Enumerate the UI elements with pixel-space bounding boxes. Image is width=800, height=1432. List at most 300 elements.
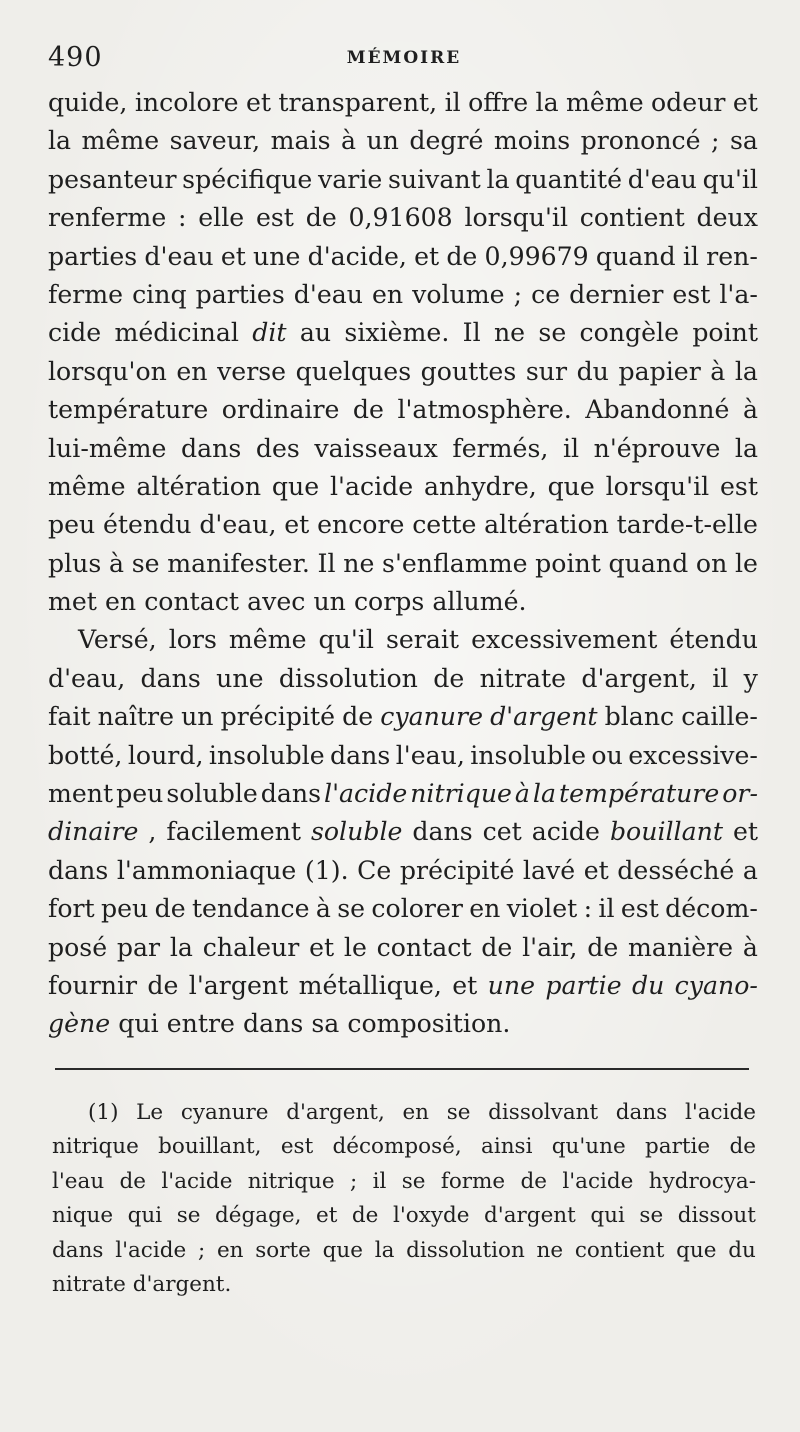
word: dans bbox=[140, 663, 201, 693]
word: en bbox=[371, 279, 404, 309]
running-head bbox=[48, 42, 760, 76]
word: et bbox=[583, 855, 609, 885]
word: naître bbox=[97, 702, 174, 732]
text-line bbox=[48, 84, 758, 122]
word: dissolution bbox=[278, 663, 418, 693]
word: et bbox=[414, 241, 440, 271]
word: d'acide, bbox=[307, 241, 407, 271]
word: à bbox=[340, 126, 356, 156]
text-line bbox=[48, 698, 758, 736]
word: Abandonné bbox=[585, 395, 730, 425]
word: métallique, bbox=[298, 970, 442, 1000]
word: parties bbox=[195, 279, 285, 309]
word: l'air, bbox=[522, 932, 578, 962]
word: dernier bbox=[569, 279, 664, 309]
word: il bbox=[562, 433, 580, 463]
word: ; bbox=[513, 279, 523, 309]
word: se bbox=[538, 318, 567, 348]
footnote-separator bbox=[55, 1068, 749, 1070]
word: et bbox=[220, 241, 246, 271]
word: n'éprouve bbox=[593, 433, 721, 463]
word: volume bbox=[412, 279, 505, 309]
word: est bbox=[672, 279, 711, 309]
word: cette bbox=[412, 510, 477, 540]
word: peu bbox=[116, 779, 164, 809]
word: de bbox=[481, 932, 513, 962]
text-line bbox=[48, 314, 758, 352]
word: et bbox=[452, 970, 478, 1000]
word: un bbox=[366, 126, 399, 156]
word: excessivement bbox=[471, 625, 658, 655]
word: l'ammoniaque bbox=[116, 855, 297, 885]
word: hydrocya- bbox=[648, 1168, 756, 1194]
word: bouillant, bbox=[158, 1134, 262, 1160]
word: forme bbox=[440, 1168, 506, 1194]
word: (1). bbox=[304, 855, 349, 885]
word: ren- bbox=[706, 241, 758, 271]
word: qu'une bbox=[551, 1134, 626, 1160]
word: température bbox=[558, 779, 720, 809]
word: quide, bbox=[48, 88, 128, 117]
word: offre bbox=[468, 88, 529, 117]
word: a bbox=[742, 855, 758, 885]
word: quand bbox=[595, 241, 676, 271]
word: à bbox=[315, 894, 331, 924]
text-line bbox=[48, 506, 758, 544]
word: caille- bbox=[681, 702, 758, 732]
word: décom- bbox=[665, 894, 758, 924]
word: est bbox=[280, 1134, 314, 1160]
word: on bbox=[695, 548, 728, 578]
word: l'acide bbox=[329, 471, 414, 501]
word: fait bbox=[48, 702, 91, 732]
word: deux bbox=[696, 203, 758, 233]
text-line bbox=[48, 238, 758, 276]
word: peu bbox=[48, 510, 96, 540]
word: Il bbox=[317, 548, 336, 578]
word: de bbox=[587, 932, 619, 962]
word: moins bbox=[493, 126, 571, 156]
text-line bbox=[48, 737, 758, 775]
word: et bbox=[732, 88, 758, 117]
word: suivant bbox=[387, 164, 481, 194]
word: en bbox=[104, 587, 137, 617]
word: Versé, bbox=[78, 625, 157, 655]
word: du bbox=[576, 356, 609, 386]
word: ne bbox=[493, 318, 526, 348]
word: point bbox=[535, 548, 601, 578]
word: un bbox=[313, 587, 346, 617]
word: une bbox=[487, 970, 535, 1000]
word: serait bbox=[385, 625, 460, 655]
word: : bbox=[583, 894, 593, 924]
word: soluble bbox=[310, 817, 403, 847]
footnote-line bbox=[52, 1165, 756, 1199]
word: botté, bbox=[48, 740, 123, 770]
word: desséché bbox=[617, 855, 735, 885]
word: quand bbox=[608, 548, 689, 578]
word: à bbox=[742, 395, 758, 425]
paragraph-start-line bbox=[48, 621, 758, 659]
word: ; bbox=[197, 1237, 206, 1263]
word: sa bbox=[311, 1009, 340, 1039]
word: l'eau, bbox=[395, 740, 465, 770]
word: l'atmosphère. bbox=[397, 395, 572, 425]
word: altération bbox=[484, 510, 609, 540]
word: quelques bbox=[295, 356, 412, 386]
word: ne bbox=[343, 548, 375, 578]
word: à bbox=[109, 548, 125, 578]
running-title: MÉMOIRE bbox=[346, 48, 462, 68]
word: de bbox=[342, 702, 374, 732]
word: dans bbox=[48, 855, 109, 885]
word: de bbox=[147, 970, 179, 1000]
word: il bbox=[712, 663, 729, 693]
word: violet bbox=[506, 894, 578, 924]
word: d'argent, bbox=[581, 663, 697, 693]
word: prononcé bbox=[580, 126, 701, 156]
word: le bbox=[734, 548, 758, 578]
word: sur bbox=[525, 356, 568, 386]
word: congèle bbox=[579, 318, 680, 348]
word: dissout bbox=[677, 1203, 756, 1229]
text-line bbox=[48, 775, 758, 813]
word: même bbox=[81, 126, 160, 156]
word: est bbox=[255, 203, 294, 233]
word: est bbox=[620, 894, 659, 924]
word: bouillant bbox=[609, 817, 723, 847]
word: facilement bbox=[166, 817, 301, 847]
word: température bbox=[48, 395, 209, 425]
word: (1) bbox=[88, 1100, 119, 1125]
word: fort bbox=[48, 894, 95, 924]
footnote bbox=[52, 1096, 756, 1302]
word: le bbox=[343, 932, 367, 962]
word: d'argent. bbox=[132, 1271, 232, 1297]
word: contact bbox=[144, 587, 240, 617]
word: et bbox=[315, 1203, 338, 1229]
word: ment bbox=[48, 779, 114, 809]
text-line bbox=[48, 161, 758, 199]
word: la bbox=[374, 1237, 395, 1263]
word: de bbox=[729, 1134, 756, 1160]
footnote-line bbox=[52, 1199, 756, 1233]
word: lui-même bbox=[48, 433, 167, 463]
word: partie bbox=[545, 970, 622, 1000]
footnote-line bbox=[52, 1096, 756, 1130]
word: de bbox=[154, 894, 186, 924]
word: y bbox=[743, 663, 758, 693]
word: lourd, bbox=[127, 740, 204, 770]
word: composition. bbox=[347, 1009, 511, 1039]
word: spécifique bbox=[182, 164, 313, 194]
word: d'argent bbox=[484, 1203, 576, 1229]
word: se bbox=[446, 1100, 471, 1125]
word: point bbox=[692, 318, 758, 348]
word: l'acide bbox=[562, 1168, 634, 1194]
word: ; bbox=[350, 1168, 358, 1194]
word: un bbox=[181, 702, 214, 732]
word: s'enflamme bbox=[382, 548, 528, 578]
word: sorte bbox=[255, 1237, 311, 1263]
word: tarde-t-elle bbox=[616, 510, 758, 540]
word: dinaire bbox=[48, 817, 139, 847]
word: qu'il bbox=[702, 164, 758, 194]
word: qui bbox=[127, 1203, 163, 1229]
word: décomposé, bbox=[332, 1134, 462, 1160]
word: ce bbox=[531, 279, 561, 309]
word: allumé. bbox=[432, 587, 527, 617]
text-line bbox=[48, 545, 758, 583]
word: du bbox=[631, 970, 665, 1000]
word: chaleur bbox=[202, 932, 300, 962]
word: sa bbox=[729, 126, 758, 156]
body-text bbox=[48, 84, 758, 1044]
word: qu'il bbox=[318, 625, 374, 655]
word: la bbox=[48, 126, 72, 156]
word: la bbox=[486, 164, 510, 194]
word: gouttes bbox=[420, 356, 517, 386]
word: dans bbox=[412, 817, 473, 847]
word: lors bbox=[168, 625, 217, 655]
word: Il bbox=[462, 318, 481, 348]
word: nitrique bbox=[247, 1168, 335, 1194]
word: sixième. bbox=[344, 318, 450, 348]
word: du bbox=[728, 1237, 756, 1263]
word: nitrique bbox=[410, 779, 512, 809]
word: à bbox=[742, 932, 758, 962]
word: et bbox=[309, 932, 335, 962]
word: partie bbox=[645, 1134, 711, 1160]
word: à bbox=[710, 356, 726, 386]
word: dans bbox=[615, 1100, 668, 1125]
word: manière bbox=[628, 932, 734, 962]
footnote-line bbox=[52, 1234, 756, 1268]
word: degré bbox=[409, 126, 484, 156]
word: lorsqu'il bbox=[464, 203, 569, 233]
word: d'argent, bbox=[286, 1100, 385, 1125]
word: la bbox=[734, 433, 758, 463]
word: de bbox=[351, 1203, 379, 1229]
word: d'argent bbox=[490, 702, 598, 732]
word: Le bbox=[136, 1100, 164, 1125]
word: contient bbox=[574, 1237, 665, 1263]
word: vaisseaux bbox=[314, 433, 438, 463]
word: mais bbox=[270, 126, 331, 156]
footnote-line bbox=[52, 1130, 756, 1164]
text-line bbox=[48, 1005, 758, 1043]
word: il bbox=[372, 1168, 387, 1194]
word: d'eau bbox=[627, 164, 697, 194]
word: cyano- bbox=[674, 970, 758, 1000]
word: même bbox=[48, 471, 126, 501]
word: que bbox=[322, 1237, 363, 1263]
word: renferme bbox=[48, 203, 167, 233]
word: or- bbox=[722, 779, 758, 809]
word: nitrate bbox=[479, 663, 567, 693]
word: une bbox=[216, 663, 264, 693]
word: nitrique bbox=[52, 1134, 139, 1160]
word: nitrate bbox=[52, 1271, 126, 1297]
text-line bbox=[48, 660, 758, 698]
word: saveur, bbox=[169, 126, 261, 156]
word: de bbox=[119, 1168, 147, 1194]
footnote-line bbox=[52, 1268, 756, 1302]
word: : bbox=[178, 203, 187, 233]
word: entre bbox=[166, 1009, 235, 1039]
word: et bbox=[245, 88, 271, 117]
word: insoluble bbox=[470, 740, 587, 770]
word: ou bbox=[591, 740, 623, 770]
word: dans bbox=[242, 1009, 304, 1039]
word: l'acide bbox=[161, 1168, 233, 1194]
word: cyanure bbox=[380, 702, 483, 732]
word: l'acide bbox=[115, 1237, 187, 1263]
word: altération bbox=[136, 471, 262, 501]
word: d'eau, bbox=[199, 510, 277, 540]
text-line bbox=[48, 391, 758, 429]
word: corps bbox=[353, 587, 425, 617]
text-line bbox=[48, 583, 758, 621]
word: dans bbox=[180, 433, 242, 463]
word: papier bbox=[618, 356, 701, 386]
text-line bbox=[48, 430, 758, 468]
word: médicinal bbox=[114, 318, 239, 348]
word: l'eau bbox=[52, 1168, 105, 1194]
word: dans bbox=[330, 740, 391, 770]
word: anhydre, bbox=[423, 471, 537, 501]
text-line bbox=[48, 468, 758, 506]
word: en bbox=[402, 1100, 430, 1125]
word: posé bbox=[48, 932, 108, 962]
word: insoluble bbox=[208, 740, 325, 770]
word: en bbox=[469, 894, 501, 924]
word: 0,99679 bbox=[484, 241, 589, 271]
text-line bbox=[48, 967, 758, 1005]
word: varie bbox=[318, 164, 383, 194]
word: que bbox=[547, 471, 595, 501]
text-line bbox=[48, 929, 758, 967]
word: au bbox=[299, 318, 332, 348]
word: plus bbox=[48, 548, 102, 578]
text-line bbox=[48, 813, 758, 851]
word: l'acide bbox=[684, 1100, 756, 1125]
word: dit bbox=[252, 318, 287, 348]
word: odeur bbox=[651, 88, 726, 117]
word: qui bbox=[118, 1009, 159, 1039]
word: l'acide bbox=[324, 779, 408, 809]
word: lorsqu'on bbox=[48, 356, 167, 386]
word: transparent, bbox=[278, 88, 438, 117]
word: ainsi bbox=[481, 1134, 533, 1160]
word: la bbox=[169, 932, 193, 962]
word: incolore bbox=[134, 88, 239, 117]
word: des bbox=[255, 433, 300, 463]
text-line bbox=[48, 353, 758, 391]
word: se bbox=[131, 548, 160, 578]
word: la bbox=[535, 88, 559, 117]
word: ne bbox=[536, 1237, 564, 1263]
word: de bbox=[433, 663, 465, 693]
word: de bbox=[520, 1168, 548, 1194]
word: et bbox=[732, 817, 758, 847]
word: parties bbox=[48, 241, 138, 271]
word: précipité bbox=[220, 702, 336, 732]
word: gène bbox=[48, 1009, 111, 1039]
word: cyanure bbox=[180, 1100, 269, 1125]
word: cide bbox=[48, 318, 102, 348]
word: dans bbox=[260, 779, 322, 809]
word: dissolvant bbox=[488, 1100, 599, 1125]
word: fermés, bbox=[452, 433, 549, 463]
word: se bbox=[401, 1168, 426, 1194]
word: dissolution bbox=[406, 1237, 525, 1263]
word: nique bbox=[52, 1203, 114, 1229]
text-line bbox=[48, 122, 758, 160]
word: ferme bbox=[48, 279, 124, 309]
word: fournir bbox=[48, 970, 138, 1000]
word: blanc bbox=[604, 702, 675, 732]
word: cet bbox=[482, 817, 522, 847]
word: encore bbox=[317, 510, 405, 540]
word: à bbox=[514, 779, 530, 809]
word: une bbox=[253, 241, 301, 271]
word: il bbox=[444, 88, 461, 117]
word: l'a- bbox=[719, 279, 758, 309]
word: 0,91608 bbox=[348, 203, 453, 233]
word: précipité bbox=[399, 855, 515, 885]
word: de bbox=[446, 241, 478, 271]
word: ; bbox=[711, 126, 720, 156]
text-line bbox=[48, 890, 758, 928]
word: verse bbox=[217, 356, 287, 386]
word: de bbox=[305, 203, 337, 233]
word: cinq bbox=[132, 279, 187, 309]
word: de bbox=[352, 395, 384, 425]
word: elle bbox=[198, 203, 245, 233]
page-number: 490 bbox=[48, 42, 103, 73]
word: dans bbox=[52, 1237, 104, 1263]
word: il bbox=[598, 894, 615, 924]
word: même bbox=[566, 88, 644, 117]
word: pesanteur bbox=[48, 164, 177, 194]
word: avec bbox=[247, 587, 306, 617]
word: contact bbox=[376, 932, 472, 962]
word: tendance bbox=[191, 894, 310, 924]
word: dégage, bbox=[215, 1203, 302, 1229]
word: se bbox=[639, 1203, 664, 1229]
word: l'oxyde bbox=[392, 1203, 470, 1229]
word: ordinaire bbox=[221, 395, 340, 425]
word: même bbox=[228, 625, 307, 655]
word: Ce bbox=[357, 855, 392, 885]
word: acide bbox=[531, 817, 600, 847]
word: qui bbox=[590, 1203, 625, 1229]
word: se bbox=[176, 1203, 201, 1229]
word: quantité bbox=[515, 164, 623, 194]
word: la bbox=[532, 779, 556, 809]
word: est bbox=[720, 471, 758, 501]
word: étendu bbox=[103, 510, 192, 540]
word: colorer bbox=[371, 894, 463, 924]
word: que bbox=[271, 471, 320, 501]
word: excessive- bbox=[628, 740, 758, 770]
word: lorsqu'il bbox=[605, 471, 710, 501]
word: contient bbox=[579, 203, 685, 233]
word: se bbox=[337, 894, 366, 924]
word: d'eau bbox=[144, 241, 214, 271]
word: la bbox=[734, 356, 758, 386]
